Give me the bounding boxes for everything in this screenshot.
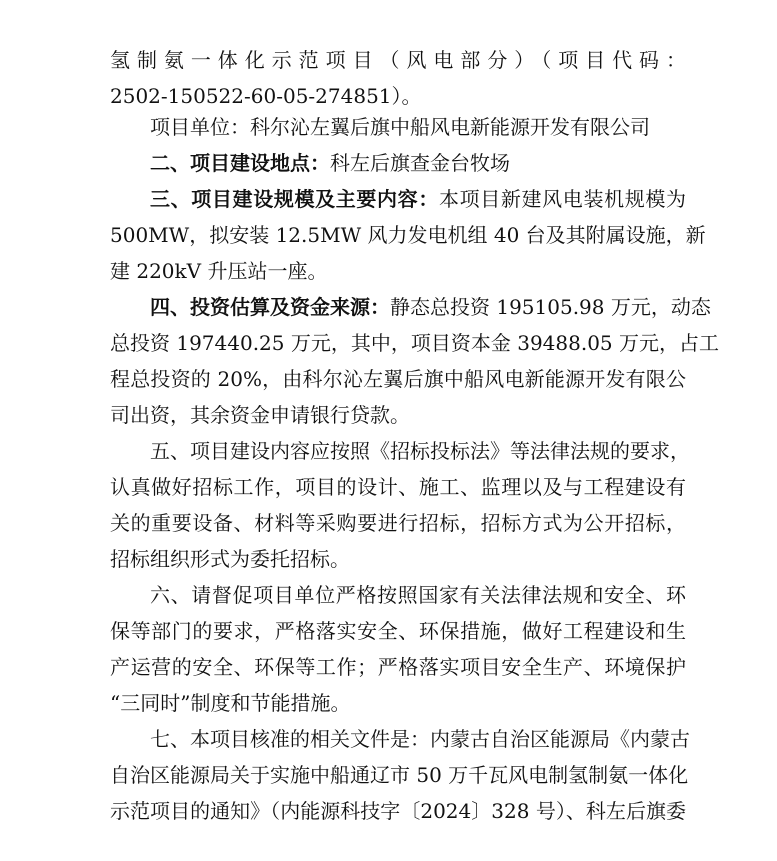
- line-text: 科左后旗查金台牧场: [330, 151, 510, 175]
- line-text: 静态总投资 195105.98 万元，动态: [390, 295, 711, 319]
- line-text: 保等部门的要求，严格落实安全、环保措施，做好工程建设和生: [110, 619, 686, 643]
- section-heading-line: [150, 181, 686, 217]
- line-text: 2502-150522-60-05-274851）。: [110, 84, 422, 108]
- project-unit-line: [150, 109, 686, 145]
- text-line: [110, 253, 686, 289]
- text-line: [110, 757, 689, 793]
- line-text: 关的重要设备、材料等采购要进行招标，招标方式为公开招标，: [110, 511, 686, 535]
- line-text: 总投资 197440.25 万元，其中，项目资本金 39488.05 万元，占工: [110, 331, 720, 355]
- section-heading-line: [150, 289, 711, 325]
- text-line: [110, 649, 686, 685]
- line-text: 建 220kV 升压站一座。: [110, 259, 328, 283]
- text-line: [110, 217, 706, 253]
- line-text: 500MW，拟安装 12.5MW 风力发电机组 40 台及其附属设施，新: [110, 223, 706, 247]
- line-text: 示范项目的通知》（内能源科技字〔2024〕328 号）、科左后旗委: [110, 799, 686, 823]
- line-text: 自治区能源局关于实施中船通辽市 50 万千瓦风电制氢制氨一体化: [110, 763, 689, 787]
- text-line: [110, 685, 686, 721]
- line-text: 项目单位：科尔沁左翼后旗中船风电新能源开发有限公司: [150, 115, 650, 139]
- text-line: [150, 721, 690, 757]
- section-heading: 二、项目建设地点：: [150, 151, 330, 175]
- line-text: 司出资，其余资金申请银行贷款。: [110, 403, 410, 427]
- line-text: 招标组织形式为委托招标。: [110, 547, 350, 571]
- line-text: 五、项目建设内容应按照《招标投标法》等法律法规的要求，: [150, 439, 690, 463]
- text-line: [110, 325, 720, 361]
- section-heading: 四、投资估算及资金来源：: [150, 295, 390, 319]
- line-text: 七、本项目核准的相关文件是：内蒙古自治区能源局《内蒙古: [150, 727, 690, 751]
- line-text: 六、请督促项目单位严格按照国家有关法律法规和安全、环: [150, 583, 686, 607]
- text-line: [150, 577, 686, 613]
- section-heading: 三、项目建设规模及主要内容：: [150, 187, 439, 211]
- text-line: [110, 397, 686, 433]
- line-text: 程总投资的 20%，由科尔沁左翼后旗中船风电新能源开发有限公: [110, 367, 686, 391]
- text-line: [110, 42, 686, 78]
- line-text: “三同时”制度和节能措施。: [110, 691, 351, 715]
- line-text: 认真做好招标工作，项目的设计、施工、监理以及与工程建设有: [110, 475, 686, 499]
- line-text: 氢制氨一体化示范项目（风电部分）（项目代码：: [110, 48, 686, 72]
- text-line: [110, 505, 686, 541]
- text-line: [110, 361, 686, 397]
- line-text: 本项目新建风电装机规模为: [438, 187, 687, 211]
- text-line: [110, 793, 686, 829]
- text-line: [110, 469, 686, 505]
- text-line: [110, 613, 686, 649]
- line-text: 产运营的安全、环保等工作；严格落实项目安全生产、环境保护: [110, 655, 686, 679]
- text-line: [150, 433, 690, 469]
- section-heading-line: [150, 145, 686, 181]
- text-line: [110, 541, 686, 577]
